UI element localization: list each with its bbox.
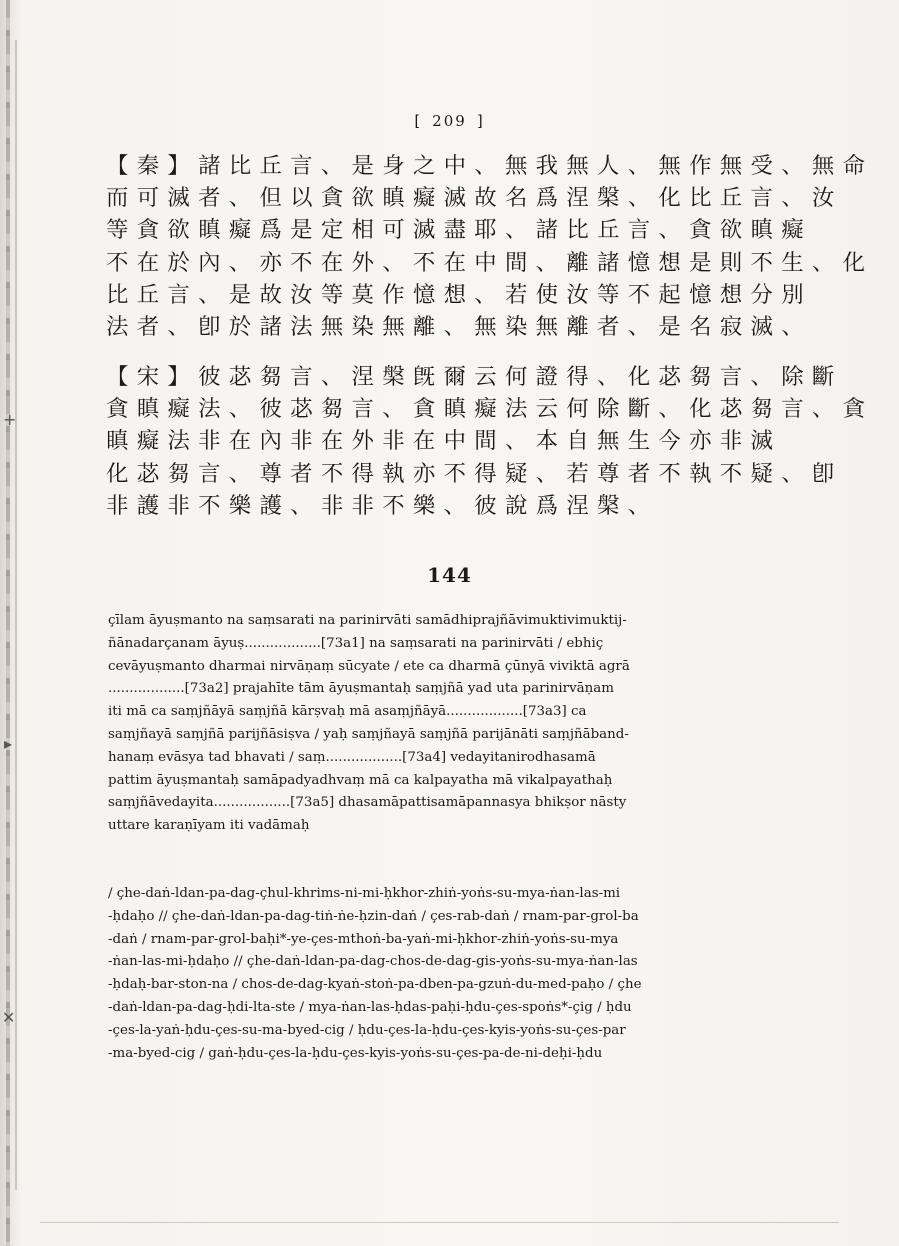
text-line: -ḥdaḥ-bar-ston-na / chos-de-dag-kyaṅ-stoṅ-pa-dben-pa-gzuṅ-du-med-paḥo / çhe [108,977,642,993]
edge-mark-arrow: ▸ [4,734,13,753]
text-line: -ḥdaḥo // çhe-daṅ-ldan-pa-dag-tiṅ-ṅe-ḥzin-daṅ / çes-rab-daṅ / rnam-par-grol-ba [108,908,639,924]
text-line: cevāyuṣmanto dharmai nirvāṇaṃ sūcyate / ete ca dharmā çūnyā viviktā agrā [108,658,630,674]
text-line: 【宋】彼苾芻言、涅槃旣爾云何證得、化苾芻言、除斷 [106,364,843,390]
text-line: pattim āyuṣmantaḥ samāpadyadhvaṃ mā ca kalpayatha mā vikalpayathaḥ [108,772,613,788]
section-number: 144 [427,563,472,587]
text-line: / çhe-daṅ-ldan-pa-dag-çhul-khrims-ni-mi-ḥkhor-zhiṅ-yoṅs-su-mya-ṅan-las-mi [108,886,621,901]
text-line: uttare karaṇīyam iti vadāmaḥ [108,818,310,834]
chinese-song-paragraph [106,361,874,522]
sanskrit-paragraph [108,610,768,838]
edge-mark-x: ✕ [2,1008,16,1027]
text-line: saṃjñayā saṃjñā parijñāsiṣva / yaḥ saṃjñayā saṃjñā parijānāti saṃjñāband- [108,726,629,742]
text-line: 而可滅者、但以貪欲瞋癡滅故名爲涅槃、化比丘言、汝 [106,185,843,212]
text-line: 法者、卽於諸法無染無離、無染無離者、是名寂滅、 [106,313,812,340]
text-line: 瞋癡法非在內非在外非在中間、本自無生今亦非滅 [106,428,782,455]
binding-edge [4,0,13,1246]
text-line: -ṅan-las-mi-ḥdaḥo // çhe-daṅ-ldan-pa-dag-chos-de-dag-gis-yoṅs-su-mya-ṅan-las [108,954,638,970]
text-line: -ma-byed-cig / gaṅ-ḥdu-çes-la-ḥdu-çes-kyis-yoṅs-su-çes-pa-de-ni-deḥi-ḥdu [108,1045,603,1061]
text-line: 不在於內、亦不在外、不在中間、離諸憶想是則不生、化 [106,249,874,276]
text-line: 化苾芻言、尊者不得執亦不得疑、若尊者不執不疑、卽 [106,460,843,487]
text-line: 比丘言、是故汝等莫作憶想、若使汝等不起憶想分別 [106,281,812,308]
text-line: 【秦】諸比丘言、是身之中、無我無人、無作無受、無命 [106,153,874,179]
text-line: 非護非不樂護、非非不樂、彼說爲涅槃、 [106,492,659,519]
chinese-qin-paragraph [106,150,874,343]
text-line: çīlam āyuṣmanto na saṃsarati na parinirvāti samādhiprajñāvimuktivimuktij- [108,613,627,628]
text-line: 貪瞋癡法、彼苾芻言、貪瞋癡法云何除斷、化苾芻言、貪 [106,396,874,423]
text-line: iti mā ca saṃjñāyā saṃjñā kārṣvaḥ mā asaṃjñāyā..................[73a3] ca [108,704,587,720]
page-number-bracket-right: ] [476,112,485,130]
text-line: -daṅ-ldan-pa-dag-ḥdi-lta-ste / mya-ṅan-las-ḥdas-paḥi-ḥdu-çes-spoṅs*-çig / ḥdu [108,999,632,1015]
text-line: ..................[73a2] prajahīte tām āyuṣmantaḥ saṃjñā yad uta parinirvāṇam [108,681,614,697]
text-line: -çes-la-yaṅ-ḥdu-çes-su-ma-byed-cig / ḥdu-çes-la-ḥdu-çes-kyis-yoṅs-su-çes-par [108,1022,626,1038]
page-number-value: 209 [432,112,467,130]
text-line: saṃjñāvedayita..................[73a5] dhasamāpattisamāpannasya bhikṣor nāsty [108,795,627,811]
page-number [0,112,899,130]
bottom-rule [40,1222,839,1223]
text-line: hanaṃ evāsya tad bhavati / saṃ..................[73a4] vedayitanirodhasamā [108,749,596,765]
text-line: ñānadarçanam āyuṣ..................[73a1] na saṃsarati na parinirvāti / ebhiç [108,635,604,651]
page-number-bracket-left: [ [414,112,423,130]
edge-mark-plus: + [3,410,17,429]
text-line: 等貪欲瞋癡爲是定相可滅盡耶、諸比丘言、貪欲瞋癡 [106,217,812,244]
tibetan-paragraph [108,883,768,1065]
text-line: -daṅ / rnam-par-grol-baḥi*-ye-çes-mthoṅ-ba-yaṅ-mi-ḥkhor-zhiṅ-yoṅs-su-mya [108,931,619,947]
